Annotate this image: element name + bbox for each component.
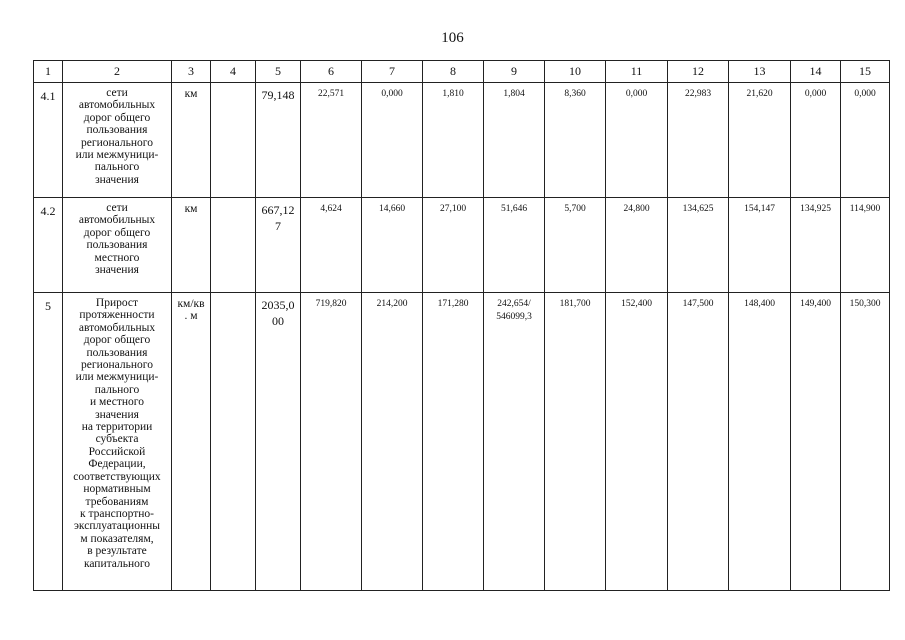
value-cell: 0,000 xyxy=(841,83,890,198)
value-cell: 51,646 xyxy=(484,198,545,293)
value-cell: 4,624 xyxy=(301,198,362,293)
column-header: 13 xyxy=(729,61,791,83)
unit-cell: км xyxy=(172,83,211,198)
value-cell: 152,400 xyxy=(606,293,668,591)
value-cell: 150,300 xyxy=(841,293,890,591)
value-cell: 14,660 xyxy=(362,198,423,293)
unit-cell: км xyxy=(172,198,211,293)
row-number-cell: 4.2 xyxy=(34,198,63,293)
column-header: 2 xyxy=(63,61,172,83)
value-cell: 147,500 xyxy=(668,293,729,591)
row-number-cell: 5 xyxy=(34,293,63,591)
value-cell: 214,200 xyxy=(362,293,423,591)
value-cell: 134,625 xyxy=(668,198,729,293)
value-cell: 148,400 xyxy=(729,293,791,591)
value-cell: 134,925 xyxy=(791,198,841,293)
table-row xyxy=(34,198,890,293)
column-header: 6 xyxy=(301,61,362,83)
unit-cell: км/кв . м xyxy=(172,293,211,591)
value-cell: 114,900 xyxy=(841,198,890,293)
value-cell: 181,700 xyxy=(545,293,606,591)
column-header: 3 xyxy=(172,61,211,83)
value-cell: 22,983 xyxy=(668,83,729,198)
value-cell: 1,810 xyxy=(423,83,484,198)
value-cell: 22,571 xyxy=(301,83,362,198)
total-value-cell: 2035,0 00 xyxy=(256,293,301,591)
value-cell: 0,000 xyxy=(606,83,668,198)
value-cell: 1,804 xyxy=(484,83,545,198)
value-cell: 24,800 xyxy=(606,198,668,293)
value-cell: 8,360 xyxy=(545,83,606,198)
value-cell: 149,400 xyxy=(791,293,841,591)
total-value-cell: 667,12 7 xyxy=(256,198,301,293)
column-header: 15 xyxy=(841,61,890,83)
column-header: 14 xyxy=(791,61,841,83)
indicator-name-cell: сети автомобильных дорог общего пользования местного значения xyxy=(63,198,172,293)
column-header: 12 xyxy=(668,61,729,83)
column-header: 8 xyxy=(423,61,484,83)
column-header: 11 xyxy=(606,61,668,83)
indicator-name-cell: Прирост протяженности автомобильных дорог общего пользования регионального или межмуници- пального и местного значения на территории субъекта Российской Федерации, соответствующих нормативным требованиям к транспортно- эксплуатационны м показателям, в результате капитального xyxy=(63,293,172,591)
value-cell: 0,000 xyxy=(791,83,841,198)
value-cell: 242,654/ 546099,3 xyxy=(484,293,545,591)
row-number-cell: 4.1 xyxy=(34,83,63,198)
column-header: 9 xyxy=(484,61,545,83)
empty-cell xyxy=(211,293,256,591)
data-table xyxy=(33,60,890,591)
column-header: 1 xyxy=(34,61,63,83)
page-number: 106 xyxy=(441,30,464,46)
value-cell: 5,700 xyxy=(545,198,606,293)
header-row xyxy=(34,61,890,83)
value-cell: 27,100 xyxy=(423,198,484,293)
total-value-cell: 79,148 xyxy=(256,83,301,198)
value-cell: 154,147 xyxy=(729,198,791,293)
column-header: 4 xyxy=(211,61,256,83)
empty-cell xyxy=(211,198,256,293)
column-header: 5 xyxy=(256,61,301,83)
value-cell: 0,000 xyxy=(362,83,423,198)
value-cell: 171,280 xyxy=(423,293,484,591)
indicator-name-cell: сети автомобильных дорог общего пользования регионального или межмуници- пального значения xyxy=(63,83,172,198)
empty-cell xyxy=(211,83,256,198)
table-row xyxy=(34,293,890,591)
column-header: 7 xyxy=(362,61,423,83)
value-cell: 21,620 xyxy=(729,83,791,198)
table-row xyxy=(34,83,890,198)
value-cell: 719,820 xyxy=(301,293,362,591)
column-header: 10 xyxy=(545,61,606,83)
